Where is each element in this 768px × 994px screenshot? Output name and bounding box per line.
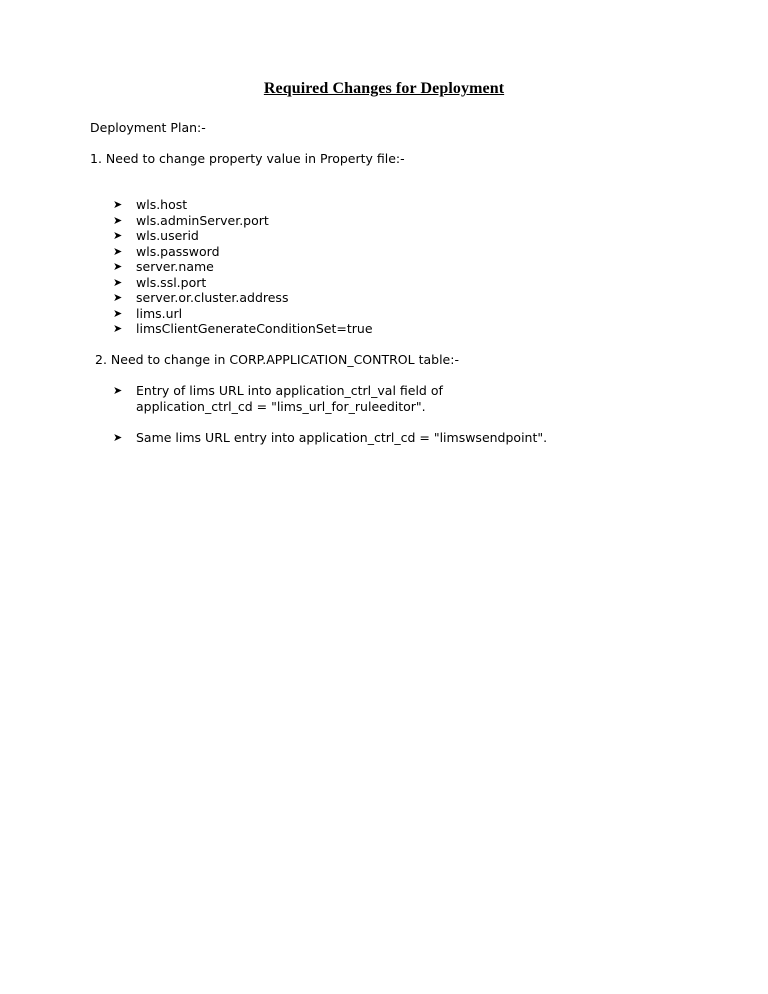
arrow-bullet-icon: ➤ [113, 198, 123, 211]
property-name: wls.adminServer.port [136, 212, 269, 228]
property-name: limsClientGenerateConditionSet=true [136, 321, 373, 336]
change-line: Entry of lims URL into application_ctrl_val field of [136, 383, 443, 398]
arrow-bullet-icon: ➤ [113, 213, 123, 227]
property-name: wls.password [136, 243, 220, 259]
property-name: wls.host [136, 197, 188, 212]
arrow-bullet-icon: ➤ [113, 275, 123, 289]
list-item [113, 306, 373, 322]
change-line: application_ctrl_cd = "lims_url_for_ruleeditor". [136, 399, 426, 414]
arrow-bullet-icon: ➤ [113, 244, 123, 258]
list-item [113, 290, 373, 306]
document-title: Required Changes for Deployment [263, 80, 505, 97]
deployment-plan-label: Deployment Plan:- [90, 120, 206, 135]
arrow-bullet-icon: ➤ [113, 229, 123, 242]
property-name: wls.userid [136, 228, 199, 243]
arrow-bullet-icon: ➤ [113, 306, 123, 320]
list-item [113, 213, 373, 229]
list-item [113, 383, 547, 415]
list-item [113, 275, 373, 291]
property-list [113, 197, 373, 337]
property-name: lims.url [136, 305, 183, 321]
property-name: server.name [136, 259, 214, 274]
list-item [113, 228, 373, 244]
step2-heading: 2. Need to change in CORP.APPLICATION_CONTROL table:- [95, 352, 459, 367]
arrow-bullet-icon: ➤ [113, 260, 123, 273]
list-item [113, 197, 373, 213]
list-item [113, 430, 547, 446]
arrow-bullet-icon: ➤ [113, 322, 123, 335]
property-name: wls.ssl.port [136, 274, 207, 290]
property-name: server.or.cluster.address [136, 290, 289, 305]
list-item [113, 244, 373, 260]
table-change-list [113, 383, 547, 446]
arrow-bullet-icon: ➤ [113, 431, 123, 444]
change-line: Same lims URL entry into application_ctrl_cd = "limswsendpoint". [136, 430, 548, 445]
arrow-bullet-icon: ➤ [113, 291, 123, 304]
arrow-bullet-icon: ➤ [113, 384, 123, 397]
list-item [113, 259, 373, 275]
list-item [113, 321, 373, 337]
step1-heading: 1. Need to change property value in Property file:- [90, 151, 405, 166]
